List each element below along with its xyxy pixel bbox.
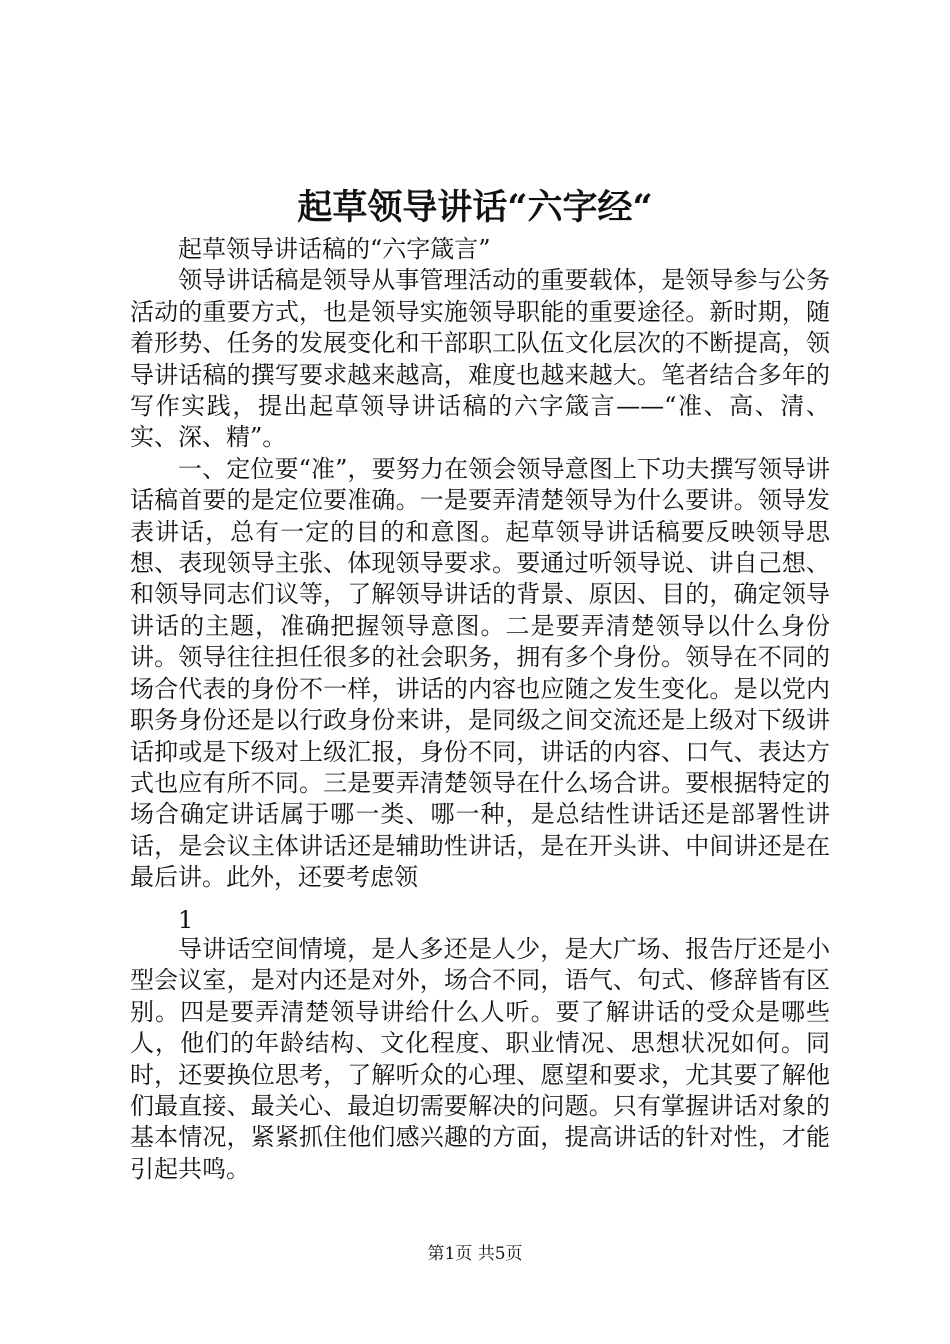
subtitle-paragraph: 起草领导讲话稿的“六字箴言”: [178, 235, 491, 263]
body-section-1: [130, 234, 830, 894]
document-title: 起草领导讲话“六字经“: [297, 187, 653, 228]
page-footer: 第1页 共5页: [427, 1244, 523, 1264]
body-section-2: [130, 934, 830, 1185]
body-paragraph: 领导讲话稿是领导从事管理活动的重要载体，是领导参与公务活动的重要方式，也是领导实施领导职能的重要途径。新时期，随着形势、任务的发展变化和干部职工队伍文化层次的不断提高，领导讲话稿的撰写要求越来越高，难度也越来越大。笔者结合多年的写作实践，提出起草领导讲话稿的六字箴言——“准、高、清、实、深、精”。: [130, 266, 830, 452]
inline-page-marker: 1: [178, 906, 194, 934]
body-paragraph: 导讲话空间情境，是人多还是人少，是大广场、报告厅还是小型会议室，是对内还是对外，场合不同，语气、句式、修辞皆有区别。四是要弄清楚领导讲给什么人听。要了解讲话的受众是哪些人，他们的年龄结构、文化程度、职业情况、思想状况如何。同时，还要换位思考，了解听众的心理、愿望和要求，尤其要了解他们最直接、最关心、最迫切需要解决的问题。只有掌握讲话对象的基本情况，紧紧抓住他们感兴趣的方面，提高讲话的针对性，才能引起共鸣。: [130, 935, 830, 1183]
body-paragraph: 一、定位要“准”，要努力在领会领导意图上下功夫撰写领导讲话稿首要的是定位要准确。一是要弄清楚领导为什么要讲。领导发表讲话，总有一定的目的和意图。起草领导讲话稿要反映领导思想、表现领导主张、体现领导要求。要通过听领导说、讲自己想、和领导同志们议等，了解领导讲话的背景、原因、目的，确定领导讲话的主题，准确把握领导意图。二是要弄清楚领导以什么身份讲。领导往往担任很多的社会职务，拥有多个身份。领导在不同的场合代表的身份不一样，讲话的内容也应随之发生变化。是以党内职务身份还是以行政身份来讲，是同级之间交流还是上级对下级讲话抑或是下级对上级汇报，身份不同，讲话的内容、口气、表达方式也应有所不同。三是要弄清楚领导在什么场合讲。要根据特定的场合确定讲话属于哪一类、哪一种，是总结性讲话还是部署性讲话，是会议主体讲话还是辅助性讲话，是在开头讲、中间讲还是在最后讲。此外，还要考虑领: [130, 454, 830, 892]
